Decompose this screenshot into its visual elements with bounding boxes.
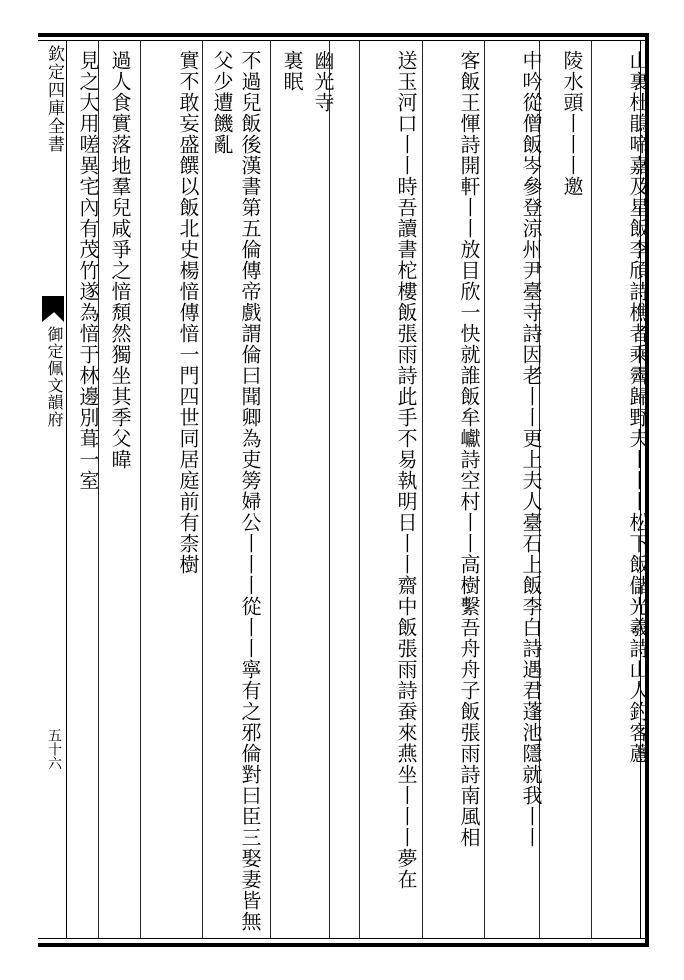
fishtail-mark <box>42 296 64 322</box>
margin-book-title: 御定佩文韻府 <box>45 326 64 428</box>
text-column: 送玉河口丨丨時吾讀書柁樓飯張雨詩此手不易執明日丨丨齋中飯張雨詩蚕來燕坐丨丨丨夢在 <box>394 50 418 890</box>
margin-divider-line <box>66 40 67 939</box>
frame-top-inner-line <box>38 40 648 41</box>
column-rule <box>202 40 203 939</box>
text-column: 山裏杜鵑啼嘉及星飯李頎詩樵者乘霽歸野夫丨丨丨松下飯儲光羲詩山人釣客藘 <box>626 50 650 764</box>
text-column: 不過兒飯後漢書第五倫傳帝戲謂倫曰聞卿為吏篣婦公丨丨丨從丨丨寧有之邪倫對曰臣三娶妻皆無父少遭饑亂 <box>210 50 262 932</box>
text-column: 過人食實落地羣兒咸爭之愔頹然獨坐其季父暐 <box>108 50 132 470</box>
text-column: 中吟從僧飯岑參登涼州尹臺寺詩因老丨丨更上夫人臺石上飯李白詩遇君蓬池隱就我丨丨 <box>519 50 543 848</box>
frame-bottom-border <box>38 943 648 947</box>
margin-page-number: 五十六 <box>46 728 62 770</box>
text-column: 陵水頭丨丨丨邀 <box>560 50 584 197</box>
text-column: 見之大用嗟異宅內有茂竹遂為愔于林邊別葺一室 <box>76 50 100 491</box>
text-column: 實不敢妄盛饌以飯北史楊愔傳愔一門四世同居庭前有柰樹 <box>176 50 200 575</box>
column-rule <box>270 40 271 939</box>
column-rule <box>140 40 141 939</box>
frame-bottom-inner-line <box>38 938 648 939</box>
margin-series-title: 欽定四庫全書 <box>44 45 64 153</box>
text-column: 裏眠 <box>280 50 304 92</box>
text-column: 客飯王惲詩開軒丨丨放目欣一快就誰飯牟巘詩空村丨丨高樹繫吾舟舟子飯張雨詩南風相 <box>457 50 481 848</box>
text-column: 幽光寺 <box>311 50 335 113</box>
frame-top-border <box>38 33 648 37</box>
